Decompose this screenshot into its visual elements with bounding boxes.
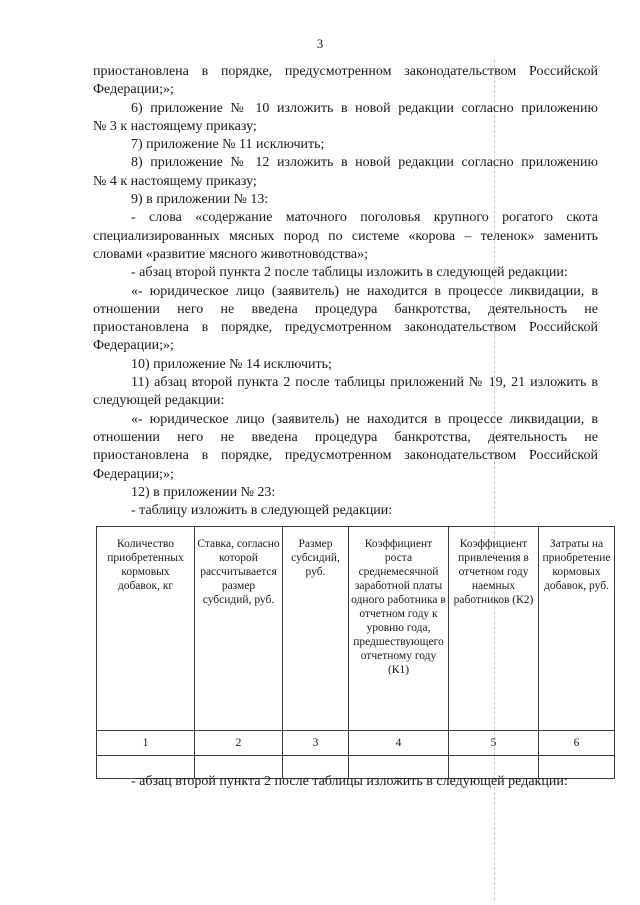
paragraph: 12) в приложении № 23:: [131, 484, 276, 500]
table-header-cell: Коэффициент роста среднемесячной заработной платы одного работника в отчетном году к уровню года, предшествующего отчетному году (К1): [349, 527, 449, 731]
document-body: [93, 63, 598, 520]
paragraph: - слова «содержание маточного поголовья крупного рогатого скота специализированных мясных пород по системе «корова – теленок» заменить словами «развитие мясного животноводства»;: [93, 210, 598, 262]
paragraph: «- юридическое лицо (заявитель) не находится в процессе ликвидации, в отношении него не введена процедура банкротства, деятельность не приостановлена в порядке, предусмотренном законодательством Российской Федерации;»;: [93, 283, 598, 354]
table-header-cell: Ставка, согласно которой рассчитывается размер субсидий, руб.: [195, 527, 283, 731]
paragraph: приостановлена в порядке, предусмотренном законодательством Российской: [93, 64, 598, 79]
paragraph: № 3 к настоящему приказу;: [93, 118, 257, 134]
table-header-cell: Затраты на приобретение кормовых добавок, руб.: [539, 527, 615, 731]
table-cell: 3: [283, 731, 349, 756]
table-number-row: [97, 731, 615, 756]
paragraph: - таблицу изложить в следующей редакции:: [131, 503, 393, 519]
paragraph: 10) приложение № 14 исключить;: [131, 356, 332, 372]
feed-additives-table: [96, 526, 615, 779]
page-number: 3: [316, 36, 324, 51]
table-cell: 4: [349, 731, 449, 756]
paragraph: - абзац второй пункта 2 после таблицы изложить в следующей редакции:: [131, 774, 568, 789]
table-cell: 1: [97, 731, 195, 756]
table-header-row: [97, 527, 615, 731]
paragraph: № 4 к настоящему приказу;: [93, 173, 257, 189]
table-cell: 5: [449, 731, 539, 756]
table-cell: 2: [195, 731, 283, 756]
after-table-text: [93, 773, 598, 791]
table-header-cell: Размер субсидий, руб.: [283, 527, 349, 731]
paragraph: «- юридическое лицо (заявитель) не находится в процессе ликвидации, в отношении него не введена процедура банкротства, деятельность не приостановлена в порядке, предусмотренном законодательством Российской Федерации;»;: [93, 411, 598, 482]
paragraph: 8) приложение № 12 изложить в новой редакции согласно приложению: [131, 155, 598, 171]
table-header-cell: Коэффициент привлечения в отчетном году наемных работников (К2): [449, 527, 539, 731]
paragraph: 11) абзац второй пункта 2 после таблицы приложений № 19, 21 изложить в следующей редакции:: [93, 375, 598, 409]
paragraph: Федерации;»;: [93, 82, 174, 98]
paragraph: 9) в приложении № 13:: [131, 192, 269, 208]
table-cell: 6: [539, 731, 615, 756]
paragraph: 7) приложение № 11 исключить;: [131, 137, 325, 153]
paragraph: 6) приложение № 10 изложить в новой редакции согласно приложению: [131, 100, 598, 116]
table-header-cell: Количество приобретенных кормовых добавок, кг: [97, 527, 195, 731]
paragraph: - абзац второй пункта 2 после таблицы изложить в следующей редакции:: [131, 265, 568, 281]
